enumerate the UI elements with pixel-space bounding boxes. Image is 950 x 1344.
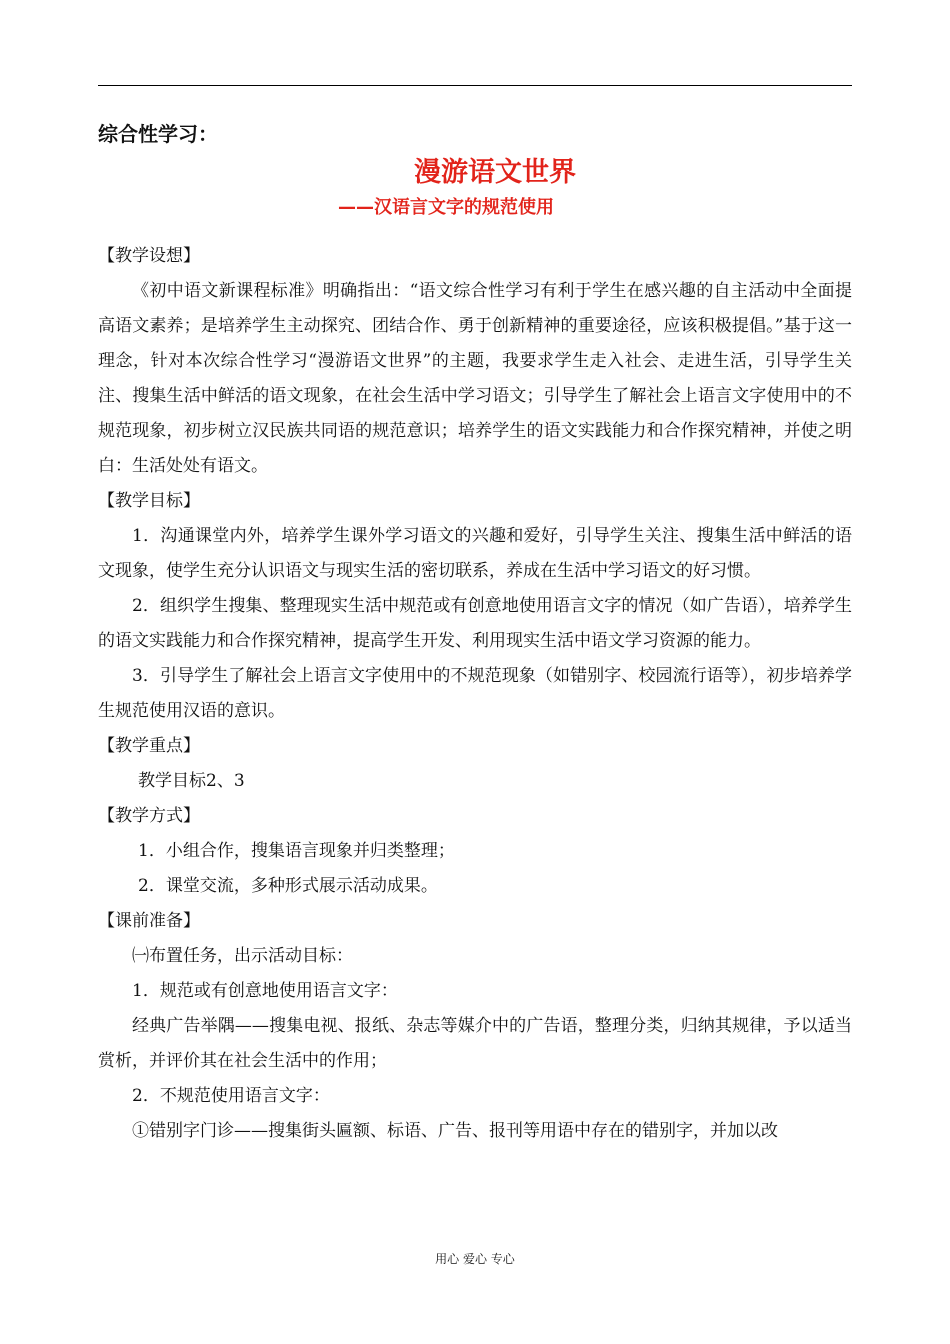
page-title: 漫游语文世界	[414, 157, 576, 188]
page-subtitle: ——汉语言文字的规范使用	[338, 197, 554, 218]
goal-item-1: 1．沟通课堂内外，培养学生课外学习语文的兴趣和爱好，引导学生关注、搜集生活中鲜活的语文现象，使学生充分认识语文与现实生活的密切联系，养成在生活中学习语文的好习惯。	[98, 526, 852, 581]
prep-line-1: ㈠布置任务，出示活动目标：	[132, 946, 353, 966]
heading-method: 【教学方式】	[98, 806, 200, 826]
top-rule	[98, 85, 852, 86]
prep-line-2: 1．规范或有创意地使用语言文字：	[132, 981, 398, 1001]
goal-item-2: 2．组织学生搜集、整理现实生活中规范或有创意地使用语言文字的情况（如广告语），培养学生的语文实践能力和合作探究精神，提高学生开发、利用现实生活中语文学习资源的能力。	[98, 596, 852, 651]
heading-design: 【教学设想】	[98, 246, 200, 266]
section-label: 综合性学习：	[98, 122, 218, 146]
method-item-1: 1．小组合作，搜集语言现象并归类整理；	[138, 841, 455, 861]
focus-text: 教学目标2、3	[138, 771, 245, 791]
document-body	[98, 118, 852, 1149]
heading-prep: 【课前准备】	[98, 911, 200, 931]
heading-focus: 【教学重点】	[98, 736, 200, 756]
goal-item-3: 3．引导学生了解社会上语言文字使用中的不规范现象（如错别字、校园流行语等），初步培养学生规范使用汉语的意识。	[98, 666, 852, 721]
prep-line-4: 2．不规范使用语言文字：	[132, 1086, 330, 1106]
page-footer: 用心 爱心 专心	[435, 1252, 515, 1266]
heading-goals: 【教学目标】	[98, 491, 200, 511]
prep-line-5: ①错别字门诊——搜集街头匾额、标语、广告、报刊等用语中存在的错别字，并加以改	[132, 1121, 778, 1141]
design-paragraph: 《初中语文新课程标准》明确指出：“语文综合性学习有利于学生在感兴趣的自主活动中全面提高语文素养；是培养学生主动探究、团结合作、勇于创新精神的重要途径，应该积极提倡。”基于这一理念，针对本次综合性学习“漫游语文世界”的主题，我要求学生走入社会、走进生活，引导学生关注、搜集生活中鲜活的语文现象，在社会生活中学习语文；引导学生了解社会上语言文字使用中的不规范现象，初步树立汉民族共同语的规范意识；培养学生的语文实践能力和合作探究精神，并使之明白：生活处处有语文。	[98, 281, 852, 476]
method-item-2: 2．课堂交流，多种形式展示活动成果。	[138, 876, 438, 896]
prep-line-3: 经典广告举隅——搜集电视、报纸、杂志等媒介中的广告语，整理分类，归纳其规律，予以适当赏析，并评价其在社会生活中的作用；	[98, 1016, 852, 1071]
